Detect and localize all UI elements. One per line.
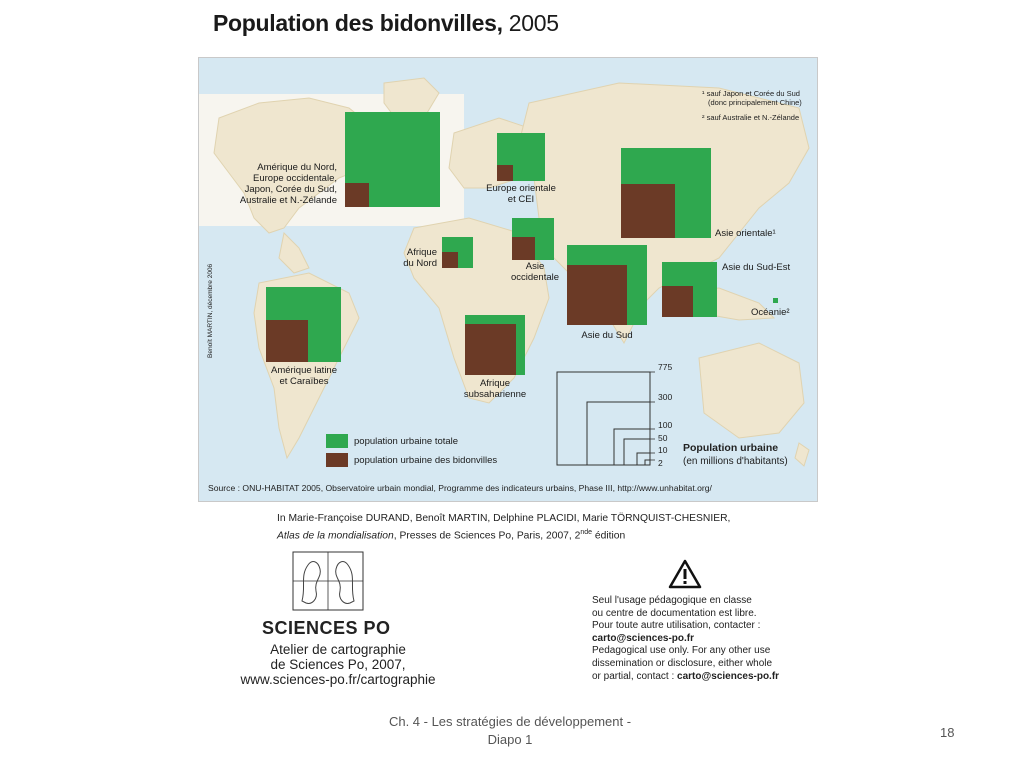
central-america-land [279,233,309,273]
scale-leader-lines [650,372,655,460]
slide-number: 18 [940,725,955,740]
footer-line-1: Ch. 4 - Les stratégies de développement - [388,714,632,729]
ssa-slum-square [465,324,516,375]
scale-squares [557,372,650,465]
north-slum-square [345,183,369,207]
note-2: ² sauf Australie et N.-Zélande [702,113,800,122]
west-asia-slum-square [512,237,535,260]
legend-total-label: population urbaine totale [354,436,459,447]
citation [277,512,730,543]
citation-line-2: Atlas de la mondialisation, Presses de Sciences Po, Paris, 2007, 2nde édition [277,529,626,542]
label-oceania: Océanie² [751,307,790,318]
sciences-po-logo-icon [292,551,364,611]
label-southeast-asia: Asie du Sud-Est [722,262,791,273]
map-title [213,10,559,37]
label-ssa: Afrique subsaharienne [463,378,527,400]
scale-value-2: 2 [658,458,663,468]
scale-subtitle: (en millions d'habitants) [683,456,788,467]
label-south-asia: Asie du Sud [581,330,633,341]
scale-value-10: 10 [658,445,668,455]
map-title-year: 2005 [508,10,559,36]
scale-value-775: 775 [658,362,673,372]
south-asia-slum-square [567,265,627,325]
oceania-total-square [773,298,778,303]
map-credit: Benoît MARTIN, décembre 2006 [207,263,214,358]
new-zealand-land [795,443,809,466]
australia-land [699,343,804,438]
map-title-main: Population des bidonvilles, [213,10,503,36]
citation-line-1: In Marie-Françoise DURAND, Benoît MARTIN, Delphine PLACIDI, Marie TÖRNQUIST-CHESNIER, [277,513,731,524]
label-east-asia: Asie orientale¹ [715,228,776,239]
legend-slum-swatch [326,453,348,467]
usage-notice: Seul l'usage pédagogique en classe ou centre de documentation est libre. Pour toute autre utilisation, contacter : carto@sciences-po.fr Pedagogical use only. For any other use dissemination or disclosure, either whole or partial, contact : carto@sciences-po.fr [592,595,780,682]
east-asia-slum-square [621,184,675,238]
note-1b: (donc principalement Chine) [708,98,802,107]
southeast-asia-slum-square [662,286,693,317]
note-1a: ¹ sauf Japon et Corée du Sud [702,89,800,98]
latin-america-slum-square [266,320,308,362]
map-source: Source : ONU-HABITAT 2005, Observatoire urbain mondial, Programme des indicateurs urbains, Phase III, http://www.unhabitat.org/ [208,483,712,493]
label-north: Amérique du Nord, Europe occidentale, Japon, Corée du Sud, Australie et N.-Zélande [239,162,337,206]
institution-name: SCIENCES PO [262,618,391,638]
scale-square-2 [645,460,650,465]
label-latin-america: Amérique latine et Caraïbes [270,365,337,387]
label-east-europe: Europe orientale et CEI [486,183,556,205]
footer-line-2: Diapo 1 [487,732,533,747]
north-africa-slum-square [442,252,458,268]
scale-title: Population urbaine [683,442,779,454]
scale-square-300 [587,402,650,465]
east-europe-slum-square [497,165,513,181]
legend-total-swatch [326,434,348,448]
slide-footer [360,713,660,749]
world-map [198,57,818,502]
scale-value-50: 50 [658,433,668,443]
label-west-asia: Asie occidentale [510,261,560,283]
scale-value-100: 100 [658,420,673,430]
legend-slum-label: population urbaine des bidonvilles [354,455,498,466]
scale-square-775 [557,372,650,465]
institution-atelier: Atelier de cartographie de Sciences Po, 2007, www.sciences-po.fr/cartographie [240,642,436,687]
warning-icon [668,559,702,589]
scale-value-300: 300 [658,392,673,402]
label-north-africa: Afrique du Nord [403,247,437,269]
scale-square-10 [637,453,650,465]
